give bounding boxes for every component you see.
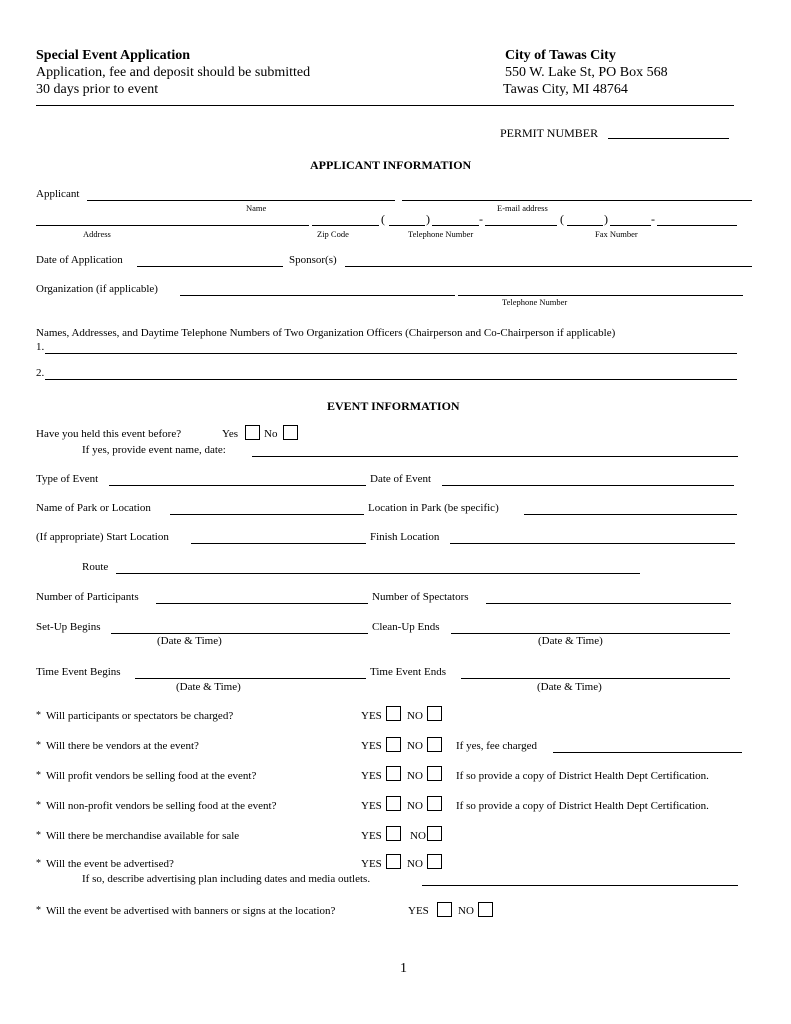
q1-label: Will participants or spectators be charged? — [46, 710, 234, 722]
fax-paren-close: ) — [604, 212, 608, 226]
q1-yes-checkbox[interactable] — [386, 706, 401, 721]
officer-2-field[interactable] — [45, 379, 737, 380]
q1-no-checkbox[interactable] — [427, 706, 442, 721]
organization-field[interactable] — [180, 295, 455, 296]
address-caption: Address — [83, 229, 111, 239]
q2-yes-checkbox[interactable] — [386, 737, 401, 752]
time-begins-field[interactable] — [135, 678, 366, 679]
q4-yes-checkbox[interactable] — [386, 796, 401, 811]
start-location-label: (If appropriate) Start Location — [36, 531, 169, 543]
ends-date-time-caption: (Date & Time) — [537, 681, 602, 693]
bullet-icon: * — [36, 800, 41, 811]
q4-note: If so provide a copy of District Health Dept Certification. — [456, 800, 709, 812]
q1-no-label: NO — [407, 710, 423, 722]
route-field[interactable] — [116, 573, 640, 574]
name-caption: Name — [246, 203, 267, 213]
location-in-park-field[interactable] — [524, 514, 737, 515]
fax-line-field[interactable] — [657, 225, 737, 226]
phone-caption: Telephone Number — [408, 229, 474, 239]
q6-no-checkbox[interactable] — [427, 854, 442, 869]
page-number: 1 — [400, 961, 407, 976]
organization-phone-field[interactable] — [458, 295, 743, 296]
setup-date-time-caption: (Date & Time) — [157, 635, 222, 647]
officer-1-field[interactable] — [45, 353, 737, 354]
event-section-heading: EVENT INFORMATION — [327, 399, 460, 413]
participants-field[interactable] — [156, 603, 368, 604]
finish-location-label: Finish Location — [370, 531, 440, 543]
bullet-icon: * — [36, 710, 41, 721]
fax-prefix-field[interactable] — [610, 225, 651, 226]
advertising-plan-field[interactable] — [422, 885, 738, 886]
time-ends-field[interactable] — [461, 678, 730, 679]
q3-no-checkbox[interactable] — [427, 766, 442, 781]
q7-yes-label: YES — [408, 905, 429, 917]
city-address-line1: 550 W. Lake St, PO Box 568 — [505, 65, 668, 80]
q5-yes-label: YES — [361, 830, 382, 842]
time-ends-label: Time Event Ends — [370, 666, 446, 678]
q7-no-label: NO — [458, 905, 474, 917]
bullet-icon: * — [36, 740, 41, 751]
q7-label: Will the event be advertised with banners or signs at the location? — [46, 905, 336, 917]
cleanup-ends-label: Clean-Up Ends — [372, 621, 440, 633]
applicant-name-field[interactable] — [87, 200, 395, 201]
held-before-yes-checkbox[interactable] — [245, 425, 260, 440]
if-yes-label: If yes, provide event name, date: — [82, 444, 226, 456]
time-begins-label: Time Event Begins — [36, 666, 121, 678]
q6-sub-label: If so, describe advertising plan including dates and media outlets. — [82, 873, 371, 885]
spectators-field[interactable] — [486, 603, 731, 604]
applicant-section-heading: APPLICANT INFORMATION — [310, 158, 472, 172]
q6-label: Will the event be advertised? — [46, 858, 174, 870]
date-of-event-field[interactable] — [442, 485, 734, 486]
phone-line-field[interactable] — [485, 225, 557, 226]
q3-label: Will profit vendors be selling food at the event? — [46, 770, 257, 782]
q2-note: If yes, fee charged — [456, 740, 538, 752]
city-name: City of Tawas City — [505, 48, 616, 63]
q5-no-checkbox[interactable] — [427, 826, 442, 841]
finish-location-field[interactable] — [450, 543, 735, 544]
setup-begins-label: Set-Up Begins — [36, 621, 101, 633]
bullet-icon: * — [36, 858, 41, 869]
phone-prefix-field[interactable] — [432, 225, 479, 226]
zip-caption: Zip Code — [317, 229, 349, 239]
fee-charged-field[interactable] — [553, 752, 742, 753]
previous-event-field[interactable] — [252, 456, 738, 457]
held-before-yes-label: Yes — [222, 428, 239, 440]
bullet-icon: * — [36, 905, 41, 916]
submission-note-line1: Application, fee and deposit should be submitted — [36, 65, 311, 80]
cleanup-ends-field[interactable] — [451, 633, 730, 634]
date-of-application-label: Date of Application — [36, 254, 123, 266]
sponsor-field[interactable] — [345, 266, 752, 267]
route-label: Route — [82, 561, 109, 573]
participants-label: Number of Participants — [36, 591, 139, 603]
form-title: Special Event Application — [36, 48, 191, 63]
cleanup-date-time-caption: (Date & Time) — [538, 635, 603, 647]
sponsor-label: Sponsor(s) — [289, 254, 337, 266]
held-before-no-label: No — [264, 428, 278, 440]
q4-label: Will non-profit vendors be selling food at the event? — [46, 800, 277, 812]
held-before-label: Have you held this event before? — [36, 428, 182, 440]
phone-dash: - — [479, 212, 483, 226]
address-field[interactable] — [36, 225, 309, 226]
organization-phone-caption: Telephone Number — [502, 297, 568, 307]
applicant-label: Applicant — [36, 188, 80, 200]
date-of-event-label: Date of Event — [370, 473, 432, 485]
phone-paren-open: ( — [381, 212, 385, 226]
q6-yes-label: YES — [361, 858, 382, 870]
email-caption: E-mail address — [497, 203, 548, 213]
type-of-event-label: Type of Event — [36, 473, 99, 485]
location-in-park-label: Location in Park (be specific) — [368, 502, 499, 514]
phone-area-code-field[interactable] — [389, 225, 425, 226]
q2-no-label: NO — [407, 740, 423, 752]
q4-no-label: NO — [407, 800, 423, 812]
q4-no-checkbox[interactable] — [427, 796, 442, 811]
q4-yes-label: YES — [361, 800, 382, 812]
q6-yes-checkbox[interactable] — [386, 854, 401, 869]
q3-yes-label: YES — [361, 770, 382, 782]
q1-yes-label: YES — [361, 710, 382, 722]
officer-1-number: 1. — [36, 341, 45, 353]
q3-note: If so provide a copy of District Health Dept Certification. — [456, 770, 709, 782]
permit-number-label: PERMIT NUMBER — [500, 126, 599, 140]
date-of-application-field[interactable] — [137, 266, 283, 267]
organization-label: Organization (if applicable) — [36, 283, 158, 295]
q5-no-label: NO — [410, 830, 426, 842]
permit-number-field[interactable] — [608, 138, 729, 139]
q6-no-label: NO — [407, 858, 423, 870]
q2-no-checkbox[interactable] — [427, 737, 442, 752]
start-location-field[interactable] — [191, 543, 366, 544]
begins-date-time-caption: (Date & Time) — [176, 681, 241, 693]
fax-paren-open: ( — [560, 212, 564, 226]
bullet-icon: * — [36, 830, 41, 841]
held-before-no-checkbox[interactable] — [283, 425, 298, 440]
setup-begins-field[interactable] — [111, 633, 368, 634]
q3-yes-checkbox[interactable] — [386, 766, 401, 781]
city-address-line2: Tawas City, MI 48764 — [503, 82, 628, 97]
fax-caption: Fax Number — [595, 229, 638, 239]
header-divider — [36, 105, 734, 106]
q2-yes-label: YES — [361, 740, 382, 752]
q2-label: Will there be vendors at the event? — [46, 740, 199, 752]
q3-no-label: NO — [407, 770, 423, 782]
fax-area-code-field[interactable] — [567, 225, 603, 226]
phone-paren-close: ) — [426, 212, 430, 226]
park-label: Name of Park or Location — [36, 502, 151, 514]
bullet-icon: * — [36, 770, 41, 781]
officer-2-number: 2. — [36, 367, 45, 379]
park-field[interactable] — [170, 514, 364, 515]
q7-yes-checkbox[interactable] — [437, 902, 452, 917]
applicant-email-field[interactable] — [402, 200, 752, 201]
submission-note-line2: 30 days prior to event — [36, 82, 159, 97]
zip-field[interactable] — [312, 225, 379, 226]
q5-label: Will there be merchandise available for sale — [46, 830, 240, 842]
q7-no-checkbox[interactable] — [478, 902, 493, 917]
spectators-label: Number of Spectators — [372, 591, 469, 603]
officers-label: Names, Addresses, and Daytime Telephone Numbers of Two Organization Officers (Chairperson and Co-Chairperson if applicable) — [36, 327, 616, 339]
q5-yes-checkbox[interactable] — [386, 826, 401, 841]
type-of-event-field[interactable] — [109, 485, 366, 486]
fax-dash: - — [651, 212, 655, 226]
